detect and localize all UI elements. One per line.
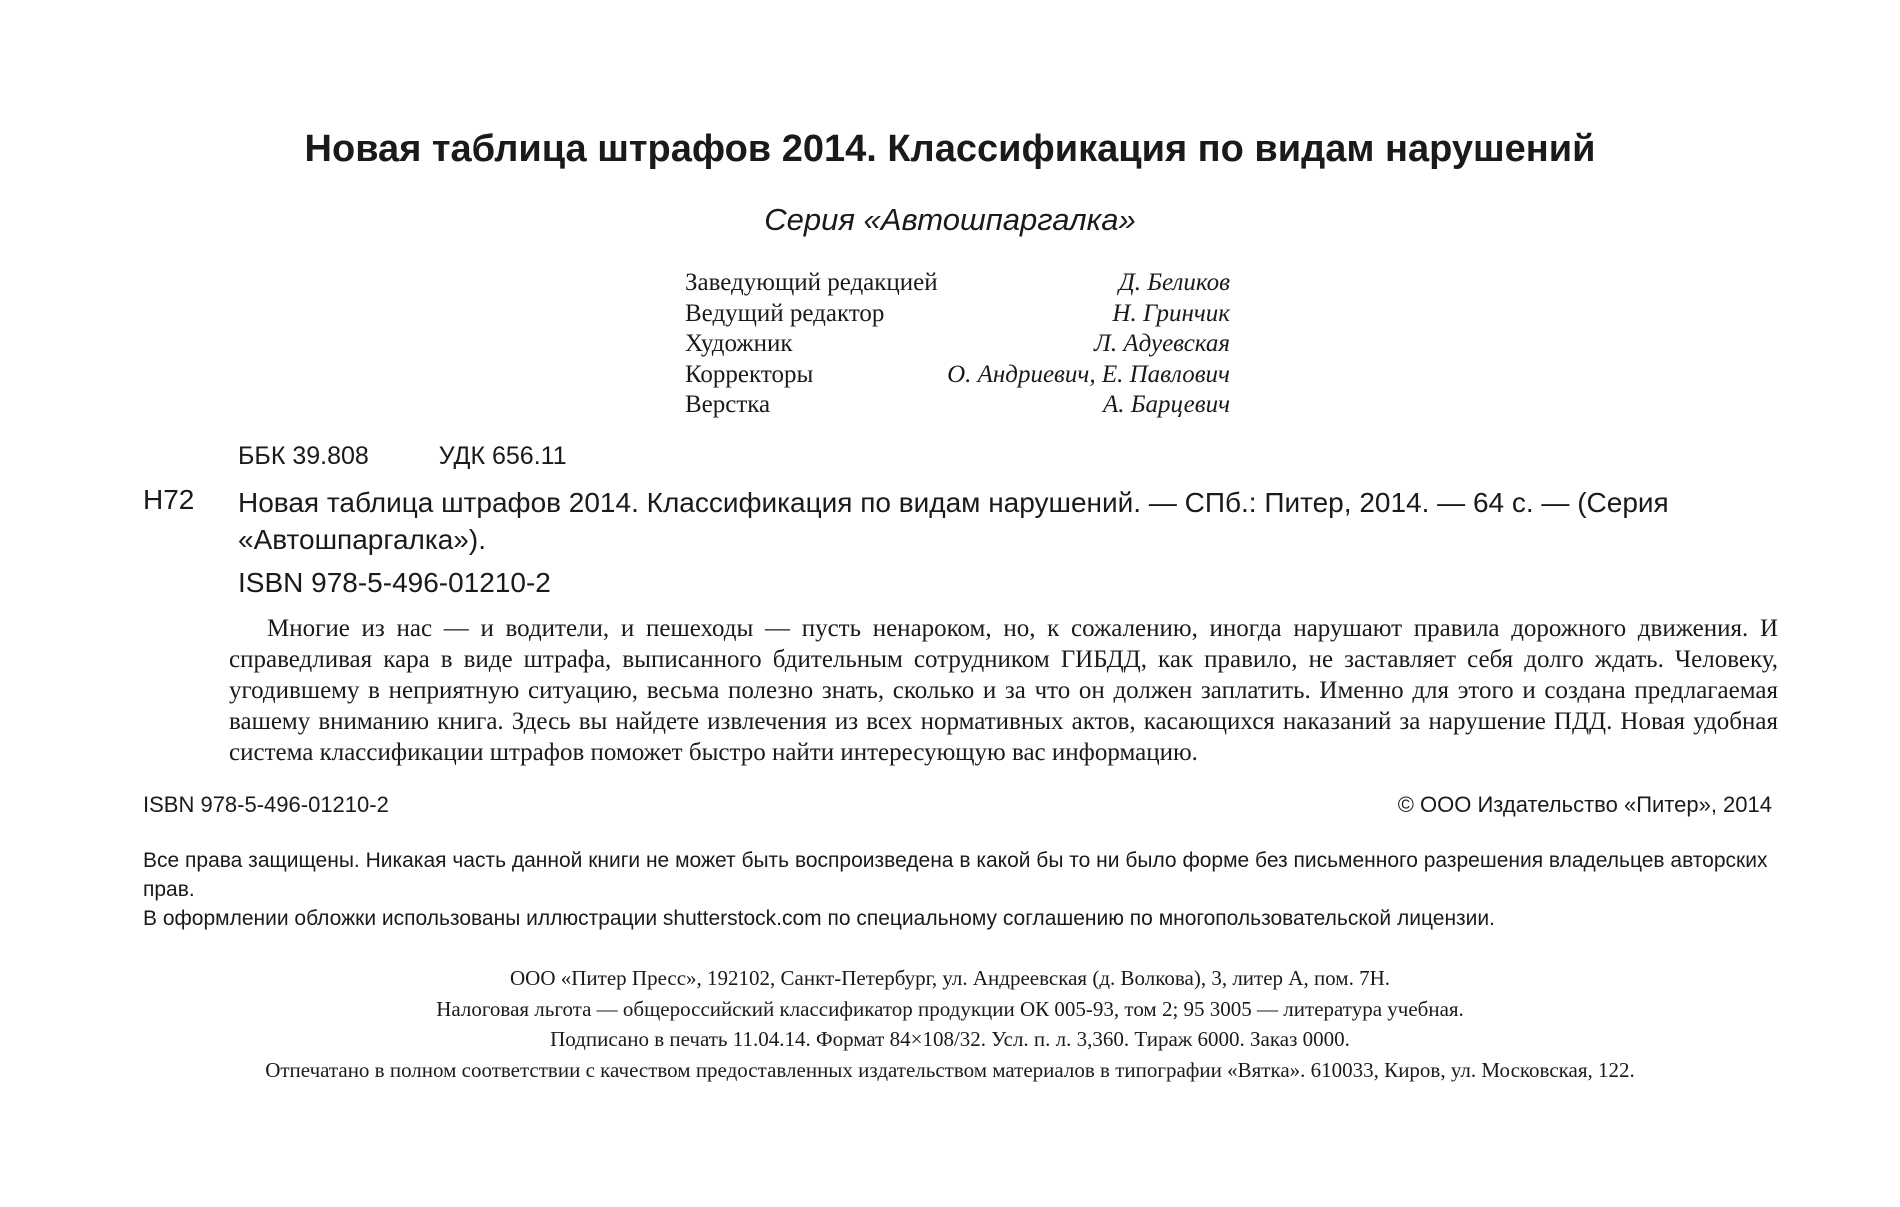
copyright: © ООО Издательство «Питер», 2014: [1397, 792, 1772, 817]
rights-line: В оформлении обложки использованы иллюстрации shutterstock.com по специальному соглашению по многопользовательской лицензии.: [143, 907, 1495, 930]
bbk-code: ББК 39.808: [238, 442, 369, 470]
credit-role: Художник: [685, 330, 793, 357]
series-name: Серия «Автошпаргалка»: [764, 202, 1136, 237]
credit-row: [685, 360, 1230, 391]
imprint: [0, 963, 1900, 1085]
isbn: ISBN 978-5-496-01210-2: [238, 567, 551, 598]
isbn-footer: ISBN 978-5-496-01210-2: [143, 792, 389, 817]
credit-name: Д. Беликов: [1118, 269, 1230, 296]
credit-role: Заведующий редакцией: [685, 269, 938, 296]
rights-line: Все права защищены. Никакая часть данной книги не может быть воспроизведена в какой бы то ни было форме без письменного разрешения владельцев авторских прав.: [143, 849, 1768, 901]
credit-name: Н. Гринчик: [1112, 299, 1230, 327]
credit-name: Л. Адуевская: [1093, 330, 1230, 357]
credit-name: О. Андриевич, Е. Павлович: [947, 360, 1230, 388]
library-code: Н72: [143, 484, 195, 515]
credits-list: [685, 268, 1230, 421]
rights-notice: [143, 846, 1778, 933]
classification-codes: [238, 442, 567, 471]
imprint-line: Подписано в печать 11.04.14. Формат 84×108/32. Усл. п. л. 3,360. Тираж 6000. Заказ 0000.: [550, 1027, 1350, 1051]
annotation: Многие из нас — и водители, и пешеходы — пусть ненароком, но, к сожалению, иногда нарушают правила дорожного движения. И справедливая кара в виде штрафа, выписанного бдительным сотрудником ГИБДД, как правило, не заставляет себя долго ждать. Человеку, угодившему в неприятную ситуацию, весьма полезно знать, сколько и за что он должен заплатить. Именно для этого и создана предлагаемая вашему вниманию книга. Здесь вы найдете извлечения из всех нормативных актов, касающихся наказаний за нарушение ПДД. Новая удобная система классификации штрафов поможет быстро найти интересующую вас информацию.: [229, 615, 1778, 766]
imprint-line: Отпечатано в полном соответствии с качеством предоставленных издательством материалов в типографии «Вятка». 610033, Киров, ул. Московская, 122.: [265, 1057, 1635, 1082]
bibliographic-entry: Новая таблица штрафов 2014. Классификация по видам нарушений. — СПб.: Питер, 2014. — 64 с. — (Серия «Автошпаргалка»).: [238, 487, 1669, 555]
book-title: Новая таблица штрафов 2014. Классификация по видам нарушений: [304, 128, 1596, 170]
credit-row: [685, 329, 1230, 360]
udk-code: УДК 656.11: [438, 442, 567, 470]
credit-row: [685, 390, 1230, 421]
credit-row: [685, 299, 1230, 330]
credit-name: А. Барцевич: [1102, 391, 1230, 418]
credit-role: Ведущий редактор: [685, 299, 885, 327]
credit-role: Верстка: [685, 391, 771, 418]
imprint-line: Налоговая льгота — общероссийский классификатор продукции ОК 005-93, том 2; 95 3005 — литература учебная.: [436, 996, 1464, 1021]
credit-role: Корректоры: [685, 360, 814, 388]
credit-row: [685, 268, 1230, 299]
imprint-line: ООО «Питер Пресс», 192102, Санкт-Петербург, ул. Андреевская (д. Волкова), 3, литер А, пом. 7Н.: [510, 966, 1390, 990]
